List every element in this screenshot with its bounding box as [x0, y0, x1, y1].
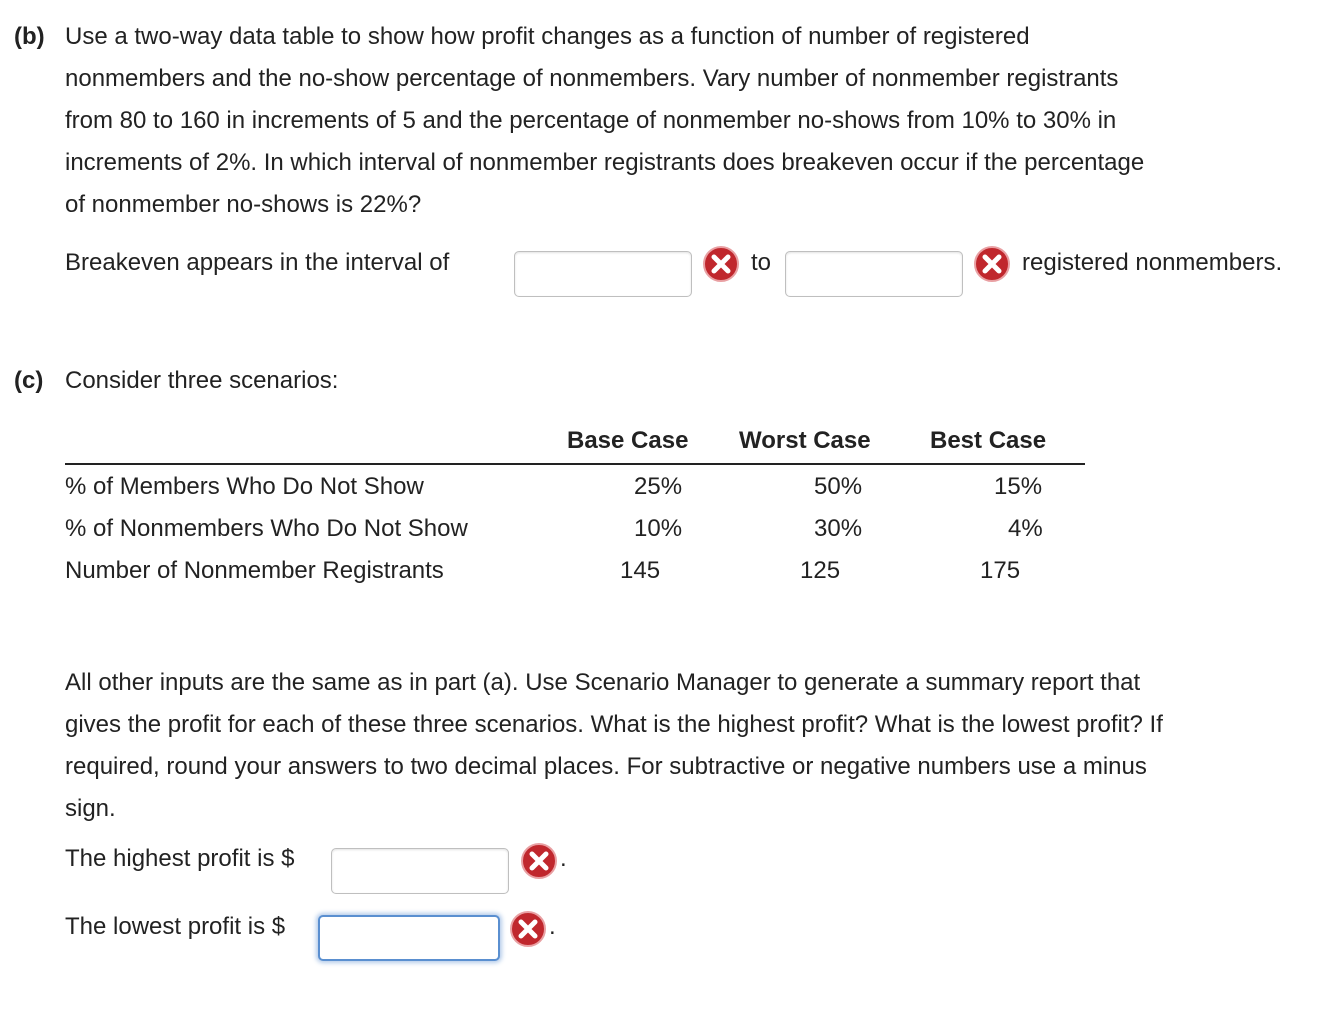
cell-best-registrants: 175	[980, 557, 1021, 584]
incorrect-x-icon	[520, 842, 558, 880]
incorrect-x-icon	[702, 245, 740, 283]
part-b-line-3: from 80 to 160 in increments of 5 and the percentage of nonmember no-shows from 10% to 30% in	[65, 107, 1117, 134]
part-c-intro: Consider three scenarios:	[65, 367, 339, 394]
incorrect-x-icon	[509, 910, 547, 948]
highest-profit-label: The highest profit is $	[65, 845, 295, 872]
cell-best-members: 15%	[994, 473, 1043, 500]
lowest-profit-input[interactable]	[318, 915, 500, 961]
highest-profit-period: .	[560, 845, 567, 872]
part-c-label: (c)	[14, 367, 44, 394]
highest-profit-input[interactable]	[331, 848, 509, 894]
cell-worst-registrants: 125	[800, 557, 841, 584]
breakeven-suffix: registered nonmembers.	[1022, 249, 1283, 276]
breakeven-to: to	[751, 249, 772, 276]
row-label-registrants: Number of Nonmember Registrants	[65, 557, 444, 584]
lowest-profit-period: .	[549, 913, 556, 940]
cell-base-registrants: 145	[620, 557, 661, 584]
cell-best-nonmembers: 4%	[1008, 515, 1043, 542]
table-header-rule	[65, 463, 1085, 465]
part-b-line-2: nonmembers and the no-show percentage of nonmembers. Vary number of nonmember registrants	[65, 65, 1119, 92]
breakeven-prefix: Breakeven appears in the interval of	[65, 249, 450, 276]
row-label-members-no-show: % of Members Who Do Not Show	[65, 473, 424, 500]
part-c-line-1: All other inputs are the same as in part (a). Use Scenario Manager to generate a summary report that	[65, 669, 1141, 696]
cell-base-members: 25%	[634, 473, 683, 500]
cell-worst-members: 50%	[814, 473, 863, 500]
part-c-line-4: sign.	[65, 795, 116, 822]
part-b-line-5: of nonmember no-shows is 22%?	[65, 191, 422, 218]
header-best-case: Best Case	[930, 427, 1047, 454]
header-base-case: Base Case	[567, 427, 689, 454]
part-b-line-4: increments of 2%. In which interval of nonmember registrants does breakeven occur if the percentage	[65, 149, 1145, 176]
breakeven-upper-input[interactable]	[785, 251, 963, 297]
part-b-label: (b)	[14, 23, 45, 50]
cell-base-nonmembers: 10%	[634, 515, 683, 542]
cell-worst-nonmembers: 30%	[814, 515, 863, 542]
breakeven-lower-input[interactable]	[514, 251, 692, 297]
header-worst-case: Worst Case	[739, 427, 871, 454]
part-c-line-3: required, round your answers to two decimal places. For subtractive or negative numbers use a minus	[65, 753, 1147, 780]
lowest-profit-label: The lowest profit is $	[65, 913, 286, 940]
incorrect-x-icon	[973, 245, 1011, 283]
part-b-line-1: Use a two-way data table to show how profit changes as a function of number of registered	[65, 23, 1030, 50]
part-c-line-2: gives the profit for each of these three scenarios. What is the highest profit? What is the lowest profit? If	[65, 711, 1163, 738]
row-label-nonmembers-no-show: % of Nonmembers Who Do Not Show	[65, 515, 468, 542]
